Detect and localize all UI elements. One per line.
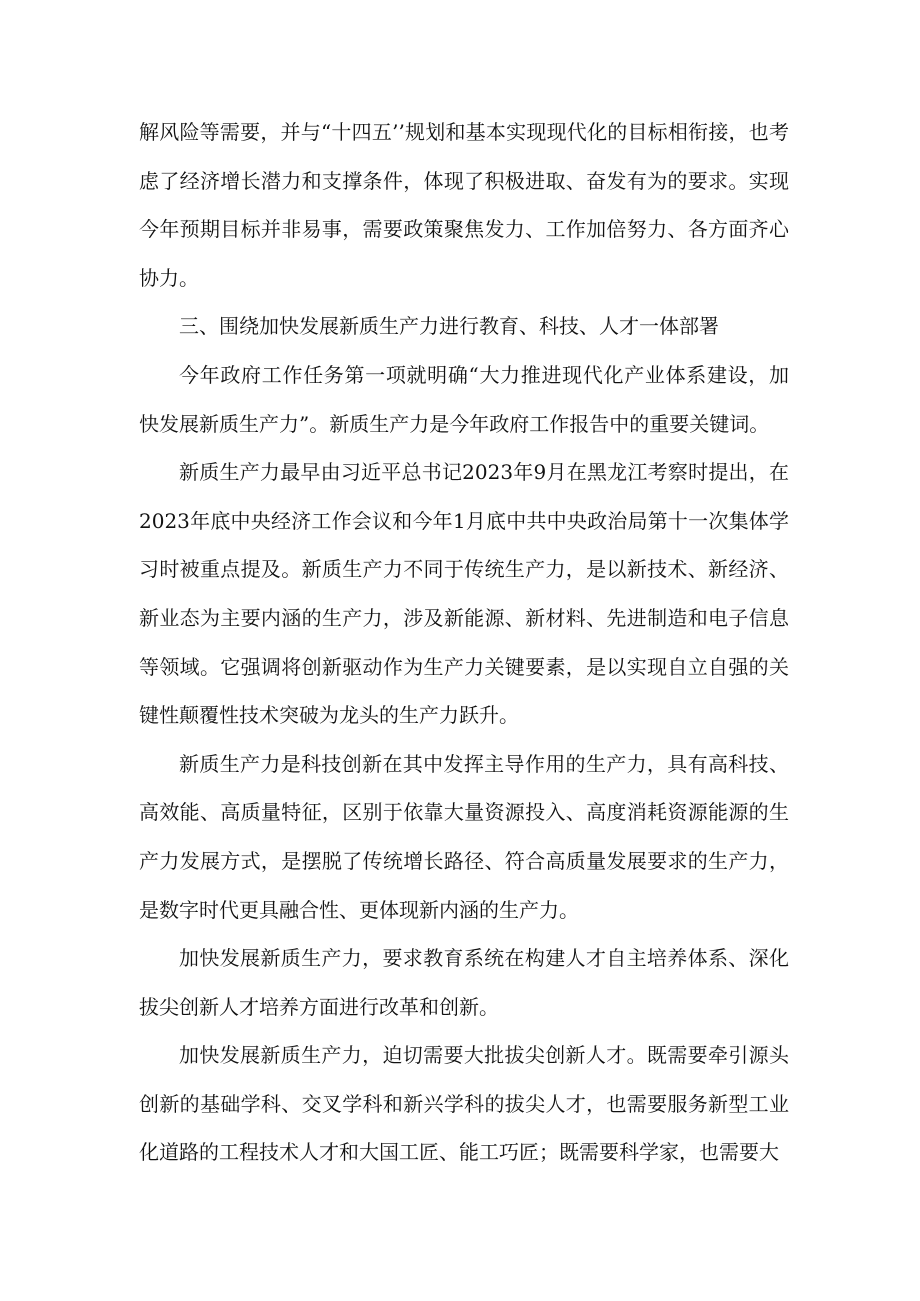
document-body: [139, 108, 789, 1177]
paragraph-4: 新质生产力最早由习近平总书记2023年9月在黑龙江考察时提出，在2023年底中央经济工作会议和今年1月底中共中央政治局第十一次集体学习时被重点提及。新质生产力不同于传统生产力，是以新技术、新经济、新业态为主要内涵的生产力，涉及新能源、新材料、先进制造和电子信息等领域。它强调将创新驱动作为生产力关键要素，是以实现自立自强的关键性颠覆性技术突破为龙头的生产力跃升。: [139, 460, 789, 728]
section-heading-3: 三、围绕加快发展新质生产力进行教育、科技、人才一体部署: [179, 314, 719, 339]
paragraph-1: 解风险等需要，并与“十四五’’规划和基本实现现代化的目标相衔接，也考虑了经济增长潜力和支撑条件，体现了积极进取、奋发有为的要求。实现今年预期目标并非易事，需要政策聚焦发力、工作加倍努力、各方面齐心协力。: [139, 120, 789, 290]
paragraph-7: 加快发展新质生产力，迫切需要大批拔尖创新人才。既需要牵引源头创新的基础学科、交叉学科和新兴学科的拔尖人才，也需要服务新型工业化道路的工程技术人才和大国工匠、能工巧匠；既需要科学家，也需要大: [139, 1043, 789, 1165]
paragraph-3: 今年政府工作任务第一项就明确“大力推进现代化产业体系建设，加快发展新质生产力”。新质生产力是今年政府工作报告中的重要关键词。: [139, 362, 789, 436]
paragraph-6: 加快发展新质生产力，要求教育系统在构建人才自主培养体系、深化拔尖创新人才培养方面进行改革和创新。: [139, 946, 789, 1019]
paragraph-5: 新质生产力是科技创新在其中发挥主导作用的生产力，具有高科技、高效能、高质量特征，区别于依靠大量资源投入、高度消耗资源能源的生产力发展方式，是摆脱了传统增长路径、符合高质量发展要求的生产力，是数字时代更具融合性、更体现新内涵的生产力。: [139, 751, 789, 922]
